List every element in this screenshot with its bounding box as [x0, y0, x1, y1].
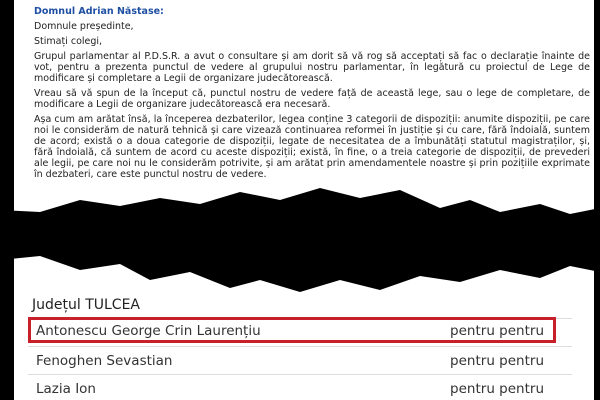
row-divider — [28, 374, 572, 375]
torn-edge-bottom — [0, 230, 600, 300]
transcript-paragraph: Așa cum am arătat însă, la începerea dezbaterilor, legea conține 3 categorii de dispoziții: anumite dispoziții, pe care noi le considerăm de natură tehnică și care vizează continuarea reformei în justiție și cu care, fără îndoială, suntem de acord; există o a doua categorie de dispoziții, legate de necesitatea de a îmbunătăți statutul magistraților, și, fără îndoială, că suntem de acord cu aceste dispoziții; există, în fine, o a treia categorie de dispoziții, de prevederi ale legii, pe care noi nu le considerăm potrivite, și am arătat prin amendamentele noastre și prin pozițiile exprimate în dezbateri, care este punctul nostru de vedere. — [34, 114, 590, 180]
transcript-text — [34, 6, 590, 184]
transcript-paragraph: Grupul parlamentar al P.D.S.R. a avut o consultare și am dorit să vă rog să acceptați să fac o declarație înainte de vot, pentru a prezenta punctul de vedere al grupului nostru parlamentar, în legătură cu proiectul de Lege de modificare și completare a Legii de organizare judecătorească. — [34, 51, 590, 84]
vote-value: pentru pentru — [450, 353, 544, 369]
county-heading: Județul TULCEA — [32, 297, 141, 313]
vote-value: pentru pentru — [450, 323, 544, 339]
speaker-name[interactable]: Domnul Adrian Năstase: — [34, 6, 164, 17]
row-divider — [28, 346, 572, 347]
highlight-box — [28, 317, 556, 343]
deputy-name: Fenoghen Sevastian — [36, 353, 173, 369]
table-row — [36, 350, 546, 372]
transcript-paragraph: Domnule președinte, — [34, 21, 134, 32]
vote-value: pentru pentru — [450, 381, 544, 397]
deputy-name: Lazia Ion — [36, 381, 96, 397]
transcript-paragraph: Stimați colegi, — [34, 36, 103, 47]
deputy-name: Antonescu George Crin Laurențiu — [36, 323, 261, 339]
table-row — [36, 378, 546, 400]
transcript-paragraph: Vreau să vă spun de la început că, punctul nostru de vedere față de această lege, sau o lege de completare, de modificare a Legii de organizare judecătorească era necesară. — [34, 88, 590, 110]
